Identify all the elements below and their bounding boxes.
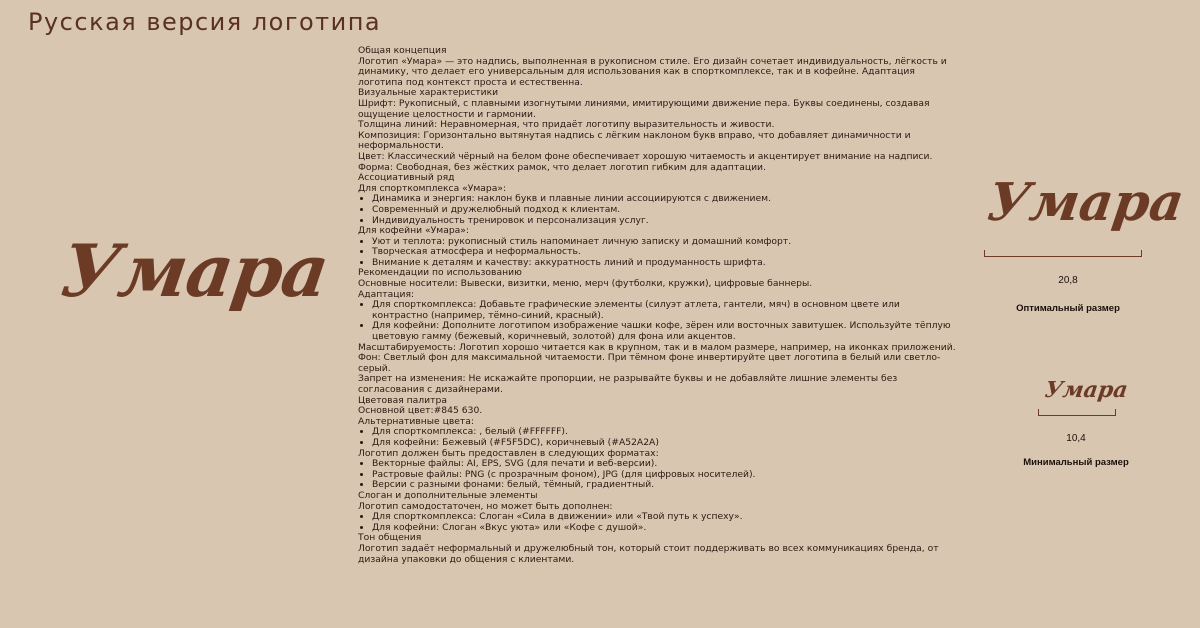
palette-alt-list xyxy=(358,427,958,448)
page-title: Русская версия логотипа xyxy=(28,8,382,36)
list-item: • Для кофейни: Дополните логотипом изображение чашки кофе, зёрен или восточных завитушек. Используйте тёплую цветовую гамму (бежевый, коричневый, золотой) для фона или акцентов. xyxy=(372,321,958,342)
list-item: • Для спорткомплекса: , белый (#FFFFFF). xyxy=(372,427,958,438)
assoc-cafe-list xyxy=(358,237,958,269)
list-item: • Уют и теплота: рукописный стиль напоминает личную записку и домашний комфорт. xyxy=(372,237,958,248)
slogan-heading: Слоган и дополнительные элементы xyxy=(358,489,538,501)
list-item: • Версии с разными фонами: белый, тёмный, градиентный. xyxy=(372,480,958,491)
visual-composition: Композиция: Горизонтально вытянутая надпись с лёгким наклоном букв вправо, что добавляет динамичности и неформальности. xyxy=(358,129,911,152)
list-item: • Векторные файлы: AI, EPS, SVG (для печати и веб-версии). xyxy=(372,459,958,470)
visual-form: Форма: Свободная, без жёстких рамок, что делает логотип гибким для адаптации. xyxy=(358,161,766,173)
visual-lines: Толщина линий: Неравномерная, что придаёт логотипу выразительность и живости. xyxy=(358,119,775,131)
visual-color: Цвет: Классический чёрный на белом фоне обеспечивает хорошую читаемость и акцентирует внимание на надписи. xyxy=(358,150,933,162)
logo-optimal: Умара xyxy=(983,172,1188,233)
size-bracket-minimal xyxy=(1038,409,1116,416)
palette-heading: Цветовая палитра xyxy=(358,394,447,406)
rec-media: Основные носители: Вывески, визитки, меню, мерч (футболки, кружки), цифровые баннеры. xyxy=(358,278,813,290)
tone-heading: Тон общения xyxy=(358,532,422,544)
list-item: • Современный и дружелюбный подход к клиентам. xyxy=(372,205,958,216)
list-item: • Растровые файлы: PNG (с прозрачным фоном), JPG (для цифровых носителей). xyxy=(372,470,958,481)
formats-list xyxy=(358,459,958,491)
rec-bg: Фон: Светлый фон для максимальной читаемости. При тёмном фоне инвертируйте цвет логотипа в белый или светло-серый. xyxy=(358,352,941,374)
list-item: • Для кофейни: Бежевый (#F5F5DC), коричневый (#A52A2A) xyxy=(372,438,958,449)
list-item: • Творческая атмосфера и неформальность. xyxy=(372,247,958,258)
size-bracket-optimal xyxy=(984,250,1142,257)
concept-text: Логотип «Умара» — это надпись, выполненная в рукописном стиле. Его дизайн сочетает индивидуальность, лёгкость и динамику, что делает его универсальным для использования как в спорткомплексе, так и в кофейне. Адаптация логотипа под контекст проста и естественна. xyxy=(358,55,947,88)
concept-heading: Общая концепция xyxy=(358,45,447,56)
palette-alt-heading: Альтернативные цвета: xyxy=(358,415,475,427)
logo-main: Умара xyxy=(56,228,334,313)
list-item: • Динамика и энергия: наклон букв и плавные линии ассоциируются с движением. xyxy=(372,194,958,205)
brand-brief xyxy=(358,46,958,565)
palette-main: Основной цвет:#845 630. xyxy=(358,405,483,417)
slogan-intro: Логотип самодостаточен, но может быть дополнен: xyxy=(358,500,613,512)
rec-adapt-list xyxy=(358,300,958,342)
tone-text: Логотип задаёт неформальный и дружелюбный тон, который стоит поддерживать во всех коммуникациях бренда, от дизайна упаковки до общения с клиентами. xyxy=(358,542,939,565)
rec-heading: Рекомендации по использованию xyxy=(358,267,522,279)
slogan-list xyxy=(358,512,958,533)
minimal-size-label: Минимальный размер xyxy=(1023,457,1129,468)
optimal-size-value: 20,8 xyxy=(1058,275,1078,286)
rec-scale: Масштабируемость: Логотип хорошо читается как в крупном, так и в малом размере, например, на иконках приложений. xyxy=(358,341,956,353)
assoc-cafe-heading: Для кофейни «Умара»: xyxy=(358,225,470,237)
list-item: • Внимание к деталям и качеству: аккуратность линий и продуманность шрифта. xyxy=(372,258,958,269)
formats-heading: Логотип должен быть предоставлен в следующих форматах: xyxy=(358,447,659,459)
assoc-sport-heading: Для спорткомплекса «Умара»: xyxy=(358,182,507,194)
rec-adapt-heading: Адаптация: xyxy=(358,288,415,300)
rec-ban: Запрет на изменения: Не искажайте пропорции, не разрывайте буквы и не добавляйте лишние элементы без согласования с дизайнерами. xyxy=(358,373,898,395)
optimal-size-label: Оптимальный размер xyxy=(1016,303,1120,314)
assoc-sport-list xyxy=(358,194,958,226)
visual-font: Шрифт: Рукописный, с плавными изогнутыми линиями, имитирующими движение пера. Буквы соединены, создавая ощущение целостности и гармонии. xyxy=(358,97,930,120)
list-item: • Для спорткомплекса: Слоган «Сила в движении» или «Твой путь к успеху». xyxy=(372,512,958,523)
assoc-heading: Ассоциативный ряд xyxy=(358,172,455,184)
list-item: • Индивидуальность тренировок и персонализация услуг. xyxy=(372,216,958,227)
list-item: • Для кофейни: Слоган «Вкус уюта» или «Кофе с душой». xyxy=(372,523,958,534)
logo-minimal: Умара xyxy=(1043,377,1130,403)
minimal-size-value: 10,4 xyxy=(1066,433,1086,444)
list-item: • Для спорткомплекса: Добавьте графические элементы (силуэт атлета, гантели, мяч) в основном цвете или контрастно (например, тёмно-синий, красный). xyxy=(372,300,958,321)
visual-heading: Визуальные характеристики xyxy=(358,87,499,99)
